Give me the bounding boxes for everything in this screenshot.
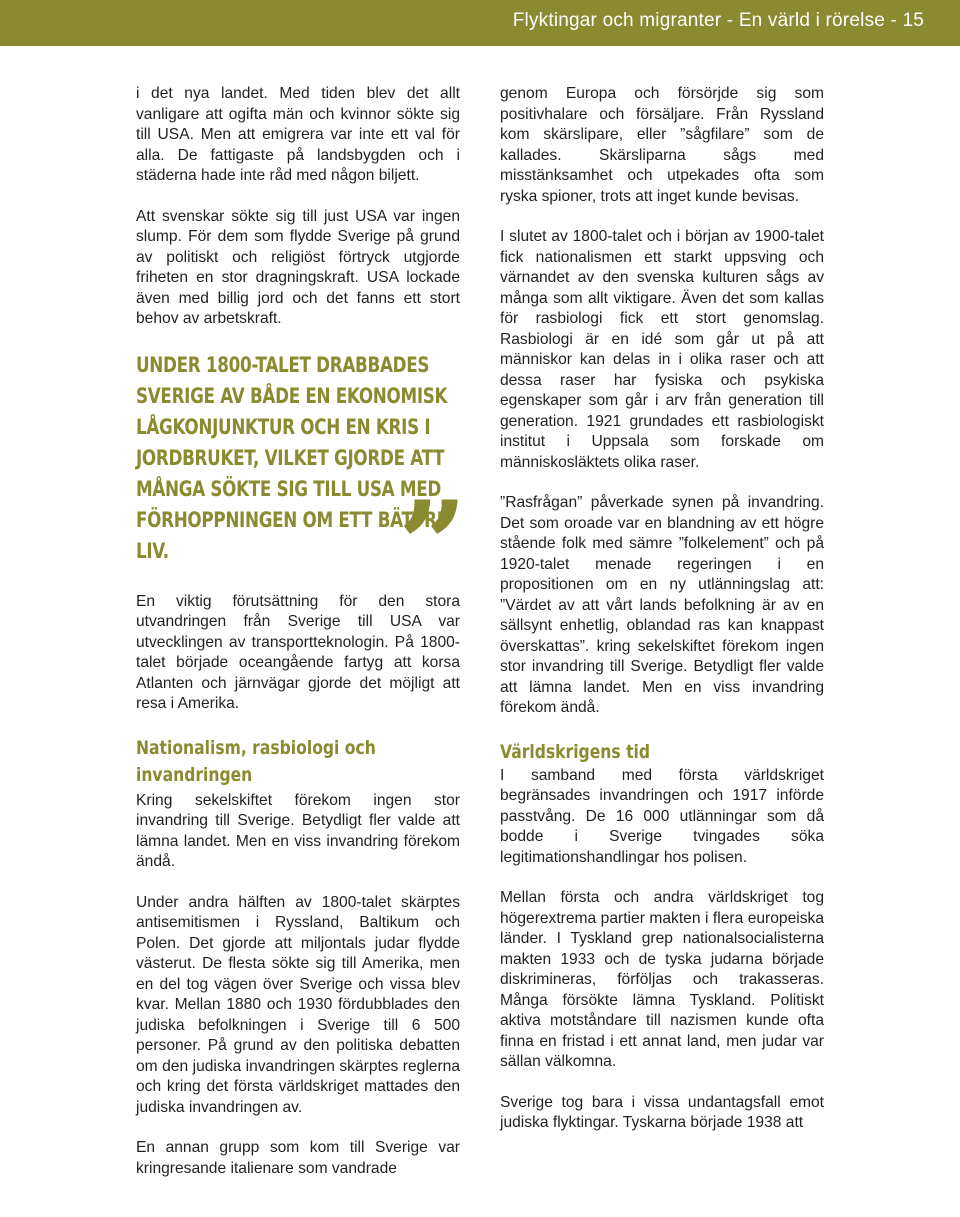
body-paragraph: Sverige tog bara i vissa undantagsfall emot judiska flyktingar. Tyskarna började 1938 att: [500, 1093, 824, 1131]
left-column: [136, 84, 468, 1199]
body-paragraph: Kring sekelskiftet förekom ingen stor invandring till Sverige. Betydligt fler valde att lämna landet. Men en viss invandring förekom ändå.: [136, 791, 460, 870]
pull-quote-block: [136, 350, 468, 616]
body-paragraph: En annan grupp som kom till Sverige var kringresande italienare som vandrade: [136, 1139, 460, 1177]
section-heading: Nationalism, rasbiologi och invandringen: [136, 736, 376, 786]
body-paragraph: Mellan första och andra världskriget tog högerextrema partier makten i flera europeiska länder. I Tyskland grep nationalsocialisterna makten 1933 och de tyska judarna började diskrimineras, förföljas och trakasseras. Många försökte lämna Tyskland. Politiskt aktiva motståndare till nazismen kunde ofta finna en fristad i ett annat land, men judar var sällan välkomna.: [500, 889, 824, 1070]
body-paragraph: En viktig förutsättning för den stora utvandringen från Sverige till USA var utvecklingen av transportteknologin. På 1800-talet började oceangående fartyg att korsa Atlanten och järnvägar gjorde det möjligt att resa i Amerika.: [136, 592, 460, 712]
running-title: Flyktingar och migranter - En värld i rörelse - 15: [512, 10, 924, 31]
body-paragraph: ”Rasfrågan” påverkade synen på invandring. Det som oroade var en blandning av ett högre stående folk med sämre ”folkelement” och på 1920-talet menade regeringen i en propositionen om en ny utlänningslag att: ”Värdet av att vårt lands befolkning är av en sällsynt enhetlig, oblandad ras kan knappast överskattas”. kring sekelskiftet förekom ingen stor invandring till Sverige. Betydligt fler valde att lämna landet. Men en viss invandring förekom ändå.: [500, 494, 824, 716]
body-paragraph: genom Europa och försörjde sig som positivhalare och försäljare. Från Ryssland kom skärslipare, eller ”sågfilare” som de kallades. Skärsliparna sågs med misstänksamhet och utpekades ofta som ryska spioner, trots att inget kunde bevisas.: [500, 85, 824, 205]
right-column: [500, 84, 824, 1154]
header-band: [0, 0, 960, 46]
body-paragraph: Att svenskar sökte sig till just USA var ingen slump. För dem som flydde Sverige på grund av politiskt och religiöst förtryck utgjorde friheten en stor dragningskraft. USA lockade även med billig jord och det fanns ett stort behov av arbetskraft.: [136, 207, 460, 327]
quote-mark-icon: ”: [398, 474, 468, 616]
pull-quote: UNDER 1800-TALET DRABBADES SVERIGE AV BÅDE EN EKONOMISK LÅGKONJUNKTUR OCH EN KRIS I JORDBRUKET, VILKET GJORDE ATT MÅNGA SÖKTE SIG TILL USA MED FÖRHOPPNINGEN OM ETT BÄTTRE LIV.: [136, 352, 448, 564]
section-heading: Världskrigens tid: [500, 740, 651, 763]
body-paragraph: I slutet av 1800-talet och i början av 1900-talet fick nationalismen ett starkt uppsving och värnandet av den svenska kulturen sågs av många som allt viktigare. Även det som kallas för rasbiologi fick ett stort genomslag. Rasbiologi är en idé som går ut på att människor kan delas in i olika raser och att dessa raser har fysiska och psykiska egenskaper som går i arv från generation till generation. 1921 grundades ett rasbiologiskt institut i Uppsala som forskade om människosläktets olika raser.: [500, 228, 824, 471]
body-paragraph: Under andra hälften av 1800-talet skärptes antisemitismen i Ryssland, Baltikum och Polen. Det gjorde att miljontals judar flydde västerut. De flesta sökte sig till Amerika, men en del tog vägen över Sverige och vissa blev kvar. Mellan 1880 och 1930 fördubblades den judiska befolkningen i Sverige till 6 500 personer. På grund av den politiska debatten om den judiska invandringen skärptes reglerna och kring det första världskriget mattades den judiska invandringen av.: [136, 893, 460, 1116]
body-paragraph: I samband med första världskriget begränsades invandringen och 1917 införde passtvång. De 16 000 utlänningar som då bodde i Sverige tvingades söka legitimationshandlingar hos polisen.: [500, 766, 824, 866]
body-paragraph: i det nya landet. Med tiden blev det allt vanligare att ogifta män och kvinnor sökte sig till USA. Men att emigrera var inte ett val för alla. De fattigaste på landsbygden och i städerna hade inte råd med någon biljett.: [136, 85, 460, 184]
